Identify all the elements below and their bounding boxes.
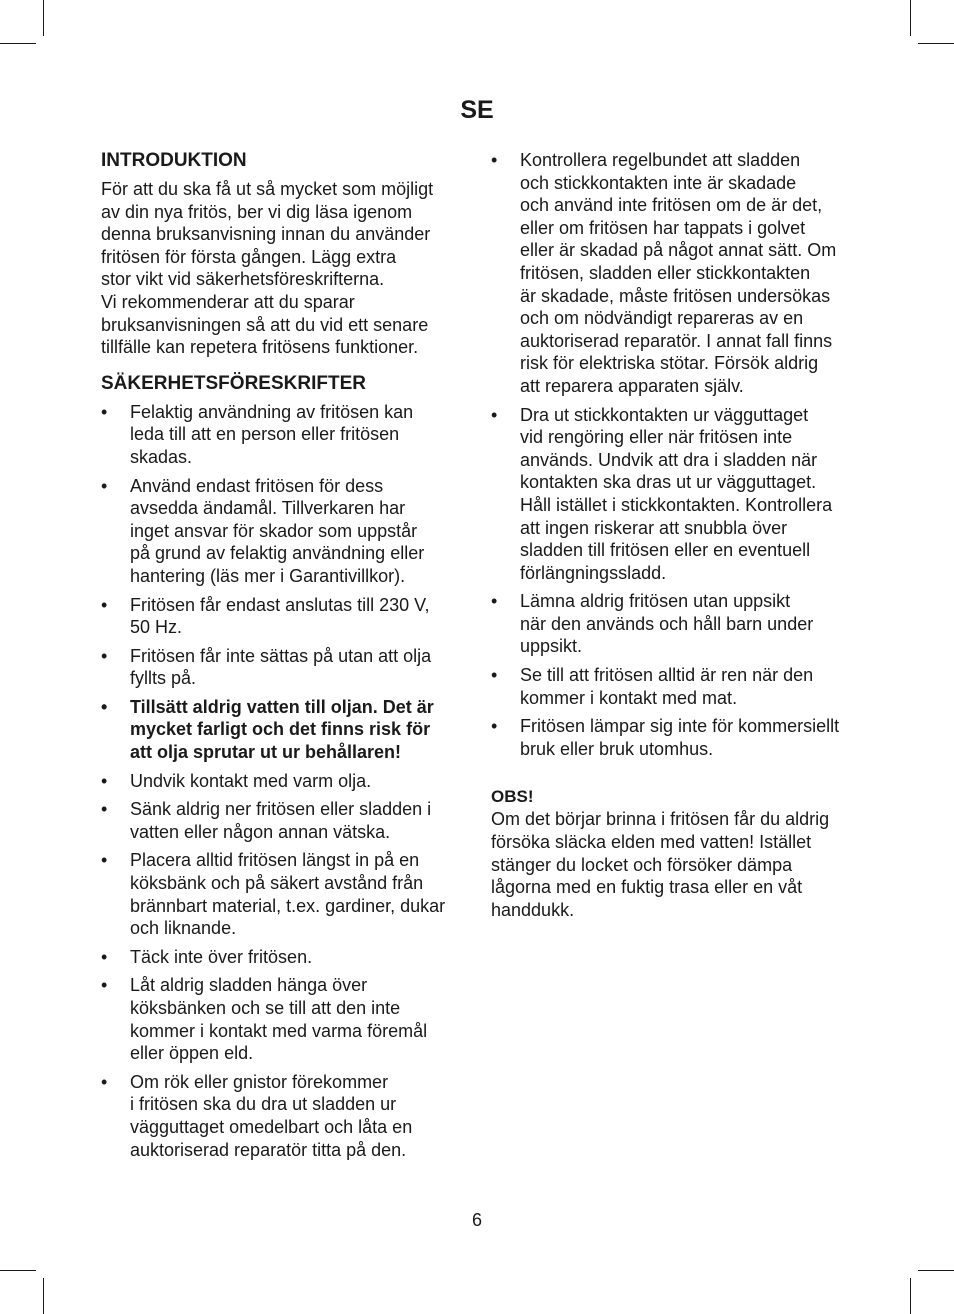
list-item-text: Se till att fritösen alltid är ren när den kommer i kontakt med mat.	[520, 665, 814, 708]
list-item	[101, 1071, 461, 1161]
crop-mark	[910, 0, 911, 36]
obs-text: Om det börjar brinna i fritösen får du aldrig försöka släcka elden med vatten! Istället stänger du locket och försöker dämpa lågorna med en fuktig trasa eller en våt handdukk.	[491, 809, 830, 920]
list-item	[101, 946, 461, 969]
bullet: •	[101, 401, 108, 422]
list-item-text: Dra ut stickkontakten ur vägguttaget vid rengöring eller när fritösen inte används. Undvik att dra i sladden när kontakten ska dras ut ur vägguttaget. Håll istället i stickkontakten. Kontrollera att ingen riskerar att snubbla över sladden till fritösen eller en eventuell förlängningssladd.	[520, 404, 833, 583]
left-column	[101, 149, 461, 1167]
list-item	[101, 401, 461, 469]
crop-mark	[910, 1278, 911, 1314]
list-item-text: Använd endast fritösen för dess avsedda ändamål. Tillverkaren har inget ansvar för skador som uppstår på grund av felaktig användning eller hantering (läs mer i Garantivillkor).	[130, 475, 425, 586]
introduction-heading: INTRODUKTION	[101, 150, 247, 171]
crop-mark	[43, 0, 44, 36]
safety-list-left	[101, 401, 461, 1161]
bullet: •	[491, 404, 498, 425]
list-item	[101, 974, 461, 1064]
list-item-text: Tillsätt aldrig vatten till oljan. Det är mycket farligt och det finns risk för att olja sprutar ut ur behållaren!	[130, 696, 434, 763]
crop-mark	[918, 1270, 954, 1271]
list-item	[491, 664, 861, 709]
list-item-text: Sänk aldrig ner fritösen eller sladden i vatten eller någon annan vätska.	[130, 799, 432, 842]
bullet: •	[101, 850, 108, 871]
warning-list-item	[101, 696, 461, 764]
list-item	[101, 798, 461, 843]
bullet: •	[101, 946, 108, 967]
list-item-text: Fritösen får endast anslutas till 230 V, 50 Hz.	[130, 594, 430, 638]
bullet: •	[101, 645, 108, 666]
list-item	[491, 149, 861, 398]
bullet: •	[101, 475, 108, 496]
language-heading: SE	[460, 96, 494, 124]
bullet: •	[101, 799, 108, 820]
bullet: •	[101, 594, 108, 615]
crop-mark	[0, 43, 36, 44]
list-item-text: Låt aldrig sladden hänga över köksbänken och se till att den inte kommer i kontakt med varma föremål eller öppen eld.	[130, 975, 428, 1064]
bullet: •	[101, 696, 108, 717]
bullet: •	[491, 665, 498, 686]
page-number: 6	[471, 1210, 482, 1230]
safety-heading: SÄKERHETSFÖRESKRIFTER	[101, 372, 366, 394]
list-item	[101, 645, 461, 690]
right-column	[491, 149, 861, 921]
list-item	[491, 590, 861, 658]
list-item	[101, 770, 461, 793]
obs-heading: OBS!	[491, 787, 534, 807]
list-item	[491, 404, 861, 585]
list-item-text: Felaktig användning av fritösen kan leda till att en person eller fritösen skadas.	[130, 401, 414, 467]
list-item	[101, 594, 461, 639]
list-item-text: Lämna aldrig fritösen utan uppsikt när den används och håll barn under uppsikt.	[520, 591, 814, 657]
list-item-text: Undvik kontakt med varm olja.	[130, 770, 372, 791]
crop-mark	[43, 1278, 44, 1314]
bullet: •	[491, 150, 498, 170]
safety-list-right	[491, 149, 861, 760]
list-item	[101, 475, 461, 588]
list-item-text: Placera alltid fritösen längst in på en köksbänk och på säkert avstånd från brännbart material, t.ex. gardiner, dukar och liknande.	[130, 850, 446, 939]
bullet: •	[101, 1071, 108, 1092]
list-item-text: Om rök eller gnistor förekommer i fritösen ska du dra ut sladden ur vägguttaget omedelbart och låta en auktoriserad reparatör titta på den.	[130, 1071, 413, 1160]
bullet: •	[491, 591, 498, 612]
bullet: •	[101, 770, 108, 791]
bullet: •	[101, 975, 108, 996]
list-item-text: Fritösen får inte sättas på utan att olja fyllts på.	[130, 645, 432, 689]
crop-mark	[0, 1270, 36, 1271]
bullet: •	[491, 716, 498, 737]
list-item-text: Kontrollera regelbundet att sladden och stickkontakten inte är skadade och använd inte fritösen om de är det, eller om fritösen har tappats i golvet eller är skadad på något annat sätt. Om fritösen, sladden eller stickkontakten är skadade, måste fritösen undersökas och om nödvändigt repareras av en auktoriserad reparatör. I annat fall finns risk för elektriska stötar. Försök aldrig att reparera apparaten själv.	[520, 150, 837, 396]
crop-mark	[918, 43, 954, 44]
introduction-text: För att du ska få ut så mycket som möjligt av din nya fritös, ber vi dig läsa igenom denna bruksanvisning innan du använder fritösen för första gången. Lägg extra stor vikt vid säkerhetsföreskrifterna. Vi rekommenderar att du sparar bruksanvisningen så att du vid ett senare tillfälle kan repetera fritösens funktioner.	[101, 179, 434, 358]
list-item	[101, 849, 461, 939]
list-item-text: Täck inte över fritösen.	[130, 946, 313, 967]
list-item	[491, 715, 861, 760]
list-item-text: Fritösen lämpar sig inte för kommersiellt bruk eller bruk utomhus.	[520, 716, 840, 759]
